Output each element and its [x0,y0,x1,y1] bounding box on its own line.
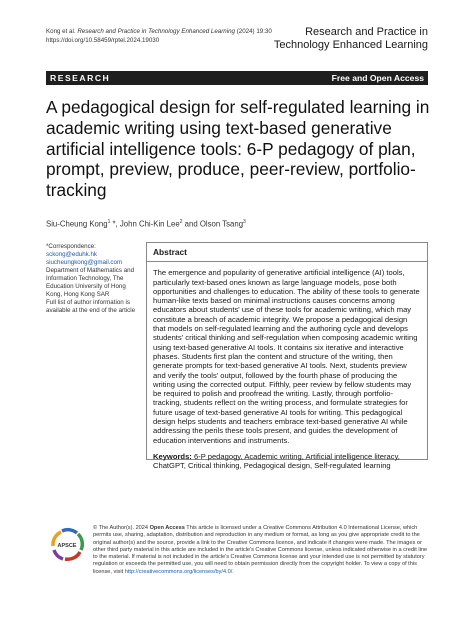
abstract-heading: Abstract [153,247,187,257]
open-access-label: Free and Open Access [331,73,424,83]
journal-name [228,26,428,52]
email-link-1[interactable]: sckong@eduhk.hk [46,251,97,258]
corresponding-mark: * [110,219,116,229]
author-info-note: Full list of author information is available at the end of the article [46,299,136,314]
license-end: . [232,568,234,575]
abstract-body: The emergence and popularity of generative artificial intelligence (AI) tools, particularly text-based ones known as large language models, pose both opportunities and challenges to education. The ability of these tools to generate human-like texts based on minimal instructions causes concerns among educators about students' use of these tools for academic writing, which may constitute a breach of academic integrity. We propose a pedagogical design that models on self-regulated learning and the authoring cycle and develops students' critical thinking and self-regulation when composing academic writing using text-based generative AI tools. It contains six iterative and interactive phases. Students first plan the content and structure of the writing, then generate prompts for text-based generative AI tools. Next, students preview and verify the tools' output, followed by the fourth phase of producing the writing using the corrected output. Fifthly, peer review by fellow students may be required to polish and proofread the writing. Lastly, through portfolio-tracking, students reflect on the writing process, and formulate strategies for future usage of text-based generative AI tools for writing. This pedagogical design helps students and teachers embrace text-based generative AI while addressing the perils these tools present, and guides the development of education interventions and instruments. [153,268,420,445]
citation-date: (2024) 19:30 [236,28,272,35]
apsce-logo-icon [47,524,87,564]
abstract-divider [147,261,427,262]
abstract-box [146,242,428,471]
keywords [153,452,421,471]
author-3[interactable]: and Olson Tsang [182,219,244,229]
email-link-2[interactable]: siucheungkong@gmail.com [46,259,123,266]
journal-line-1: Research and Practice in [305,26,428,38]
author-1-affil: 1 [107,219,111,225]
citation-journal: Research and Practice in Technology Enhanced Learning [77,28,235,35]
copyright-text: © The Author(s). 2024 [93,525,150,531]
keywords-list: 6-P pedagogy, Academic writing, Artificial intelligence literacy, ChatGPT, Critical thinking, Pedagogical design, Self-regulated learning [153,451,400,471]
author-3-affil: 3 [243,219,246,225]
correspondence-sidebar [46,243,138,315]
author-2-affil: 2 [179,219,183,225]
author-2[interactable]: , John Chi-Kin Lee [115,219,180,229]
article-type-bar [46,71,428,85]
doi-link[interactable]: https://doi.org/10.58459/rptel.2024.19030 [46,37,160,44]
open-access-bold: Open Access [149,525,185,531]
apsce-logo-text: APSCE [57,543,77,549]
license-text: This article is licensed under a Creative Commons Attribution 4.0 International License, which permits use, sharing, adaptation, distribution and reproduction in any medium or format, as long as you give appropriate credit to the original author(s) and the source, provide a link to the Creative Commons licence, and indicate if changes were made. The images or other third party material in this article are included in the article's Creative Commons license, unless indicated otherwise in a credit line to the material. If material is not included in the article's Creative Commons license and your intended use is not permitted by statutory regulation or exceeds the permitted use, you will need to obtain permission directly from the copyright holder. To view a copy of this license, visit [93,525,428,575]
citation-authors: Kong et al. [46,28,76,35]
article-title: A pedagogical design for self-regulated learning in academic writing using text-based generative artificial intelligence tools: 6-P pedagogy of plan, prompt, preview, produce, peer-review, portfolio-tracking [46,97,430,201]
article-type-label: RESEARCH [50,73,111,83]
keywords-label: Keywords: [153,451,192,461]
license-link[interactable]: http://creativecommons.org/licenses/by/4.0/ [124,568,233,575]
affiliation: Department of Mathematics and Information Technology, The Education University of Hong Kong, Hong Kong SAR [46,267,135,298]
license-notice [93,525,428,576]
author-list [46,219,246,229]
author-1[interactable]: Siu-Cheung Kong [46,219,108,229]
journal-line-2: Technology Enhanced Learning [273,39,428,51]
correspondence-label: *Correspondence: [46,243,96,250]
apsce-logo [47,524,87,564]
